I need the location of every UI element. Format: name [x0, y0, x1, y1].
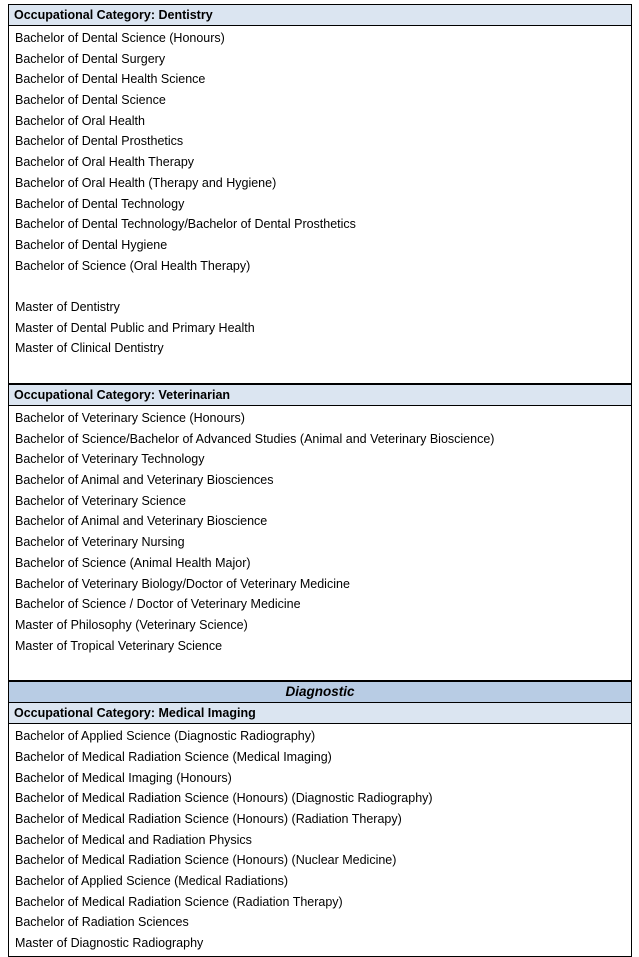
- list-item: Bachelor of Medical Radiation Science (Radiation Therapy): [15, 894, 343, 909]
- list-item: Bachelor of Dental Prosthetics: [15, 134, 184, 149]
- list-item: Bachelor of Oral Health Therapy: [15, 155, 195, 170]
- list-item: Bachelor of Animal and Veterinary Bioscience: [15, 514, 268, 529]
- list-item: Bachelor of Veterinary Technology: [15, 452, 205, 467]
- list-item: Bachelor of Veterinary Science (Honours): [15, 411, 245, 425]
- veterinarian-category-header: Occupational Category: Veterinarian: [9, 384, 631, 406]
- list-item: Bachelor of Radiation Sciences: [15, 915, 189, 930]
- medical-imaging-category-header: Occupational Category: Medical Imaging: [9, 703, 631, 724]
- list-item: Bachelor of Medical Radiation Science (Honours) (Diagnostic Radiography): [15, 791, 433, 806]
- list-item: Bachelor of Medical Imaging (Honours): [15, 770, 232, 785]
- list-item: Bachelor of Medical Radiation Science (Honours) (Radiation Therapy): [15, 812, 402, 826]
- list-item: Bachelor of Dental Technology: [15, 196, 185, 211]
- list-item: Bachelor of Dental Technology/Bachelor of Dental Prosthetics: [15, 217, 356, 232]
- list-item: Bachelor of Medical Radiation Science (Medical Imaging): [15, 749, 332, 764]
- list-item: Bachelor of Oral Health: [15, 113, 145, 128]
- list-item: Bachelor of Science (Oral Health Therapy): [15, 258, 251, 273]
- dentistry-section: [8, 4, 632, 384]
- list-item: Master of Dentistry: [15, 299, 120, 314]
- list-item: Bachelor of Dental Health Science: [15, 72, 206, 87]
- list-spacer: [15, 656, 631, 678]
- list-item: Bachelor of Animal and Veterinary Biosciences: [15, 473, 274, 488]
- list-item: Bachelor of Dental Science (Honours): [15, 31, 225, 45]
- list-item: Bachelor of Dental Surgery: [15, 51, 166, 66]
- list-item: Master of Clinical Dentistry: [15, 341, 164, 356]
- list-item: Bachelor of Medical and Radiation Physics: [15, 832, 252, 847]
- list-item: Bachelor of Veterinary Science: [15, 493, 186, 508]
- medical-imaging-list: [9, 724, 631, 956]
- list-item: Bachelor of Science/Bachelor of Advanced Studies (Animal and Veterinary Bioscience): [15, 431, 495, 446]
- list-item: Bachelor of Oral Health (Therapy and Hygiene): [15, 175, 277, 190]
- veterinarian-list: [9, 406, 631, 680]
- list-item: Bachelor of Science (Animal Health Major): [15, 555, 251, 570]
- list-item: Bachelor of Applied Science (Medical Radiations): [15, 874, 289, 889]
- dentistry-category-header: Occupational Category: Dentistry: [9, 5, 631, 26]
- list-item: Bachelor of Medical Radiation Science (Honours) (Nuclear Medicine): [15, 853, 397, 868]
- list-item: Bachelor of Dental Hygiene: [15, 237, 168, 252]
- list-spacer: [15, 276, 631, 297]
- list-item: Bachelor of Dental Science: [15, 93, 166, 108]
- list-item: Master of Diagnostic Radiography: [15, 936, 204, 951]
- list-item: Bachelor of Veterinary Biology/Doctor of Veterinary Medicine: [15, 576, 350, 591]
- qualifications-table: [8, 4, 632, 957]
- dentistry-list: [9, 26, 631, 383]
- medical-imaging-section: [8, 703, 632, 957]
- list-item: Bachelor of Applied Science (Diagnostic Radiography): [15, 729, 316, 744]
- diagnostic-group-header: Diagnostic: [8, 681, 632, 703]
- list-item: Bachelor of Science / Doctor of Veterinary Medicine: [15, 597, 301, 612]
- list-item: Master of Dental Public and Primary Health: [15, 320, 255, 335]
- veterinarian-section: [8, 384, 632, 681]
- list-item: Master of Philosophy (Veterinary Science): [15, 617, 248, 632]
- list-item: Bachelor of Veterinary Nursing: [15, 535, 185, 550]
- list-spacer: [15, 359, 631, 381]
- list-item: Master of Tropical Veterinary Science: [15, 638, 223, 653]
